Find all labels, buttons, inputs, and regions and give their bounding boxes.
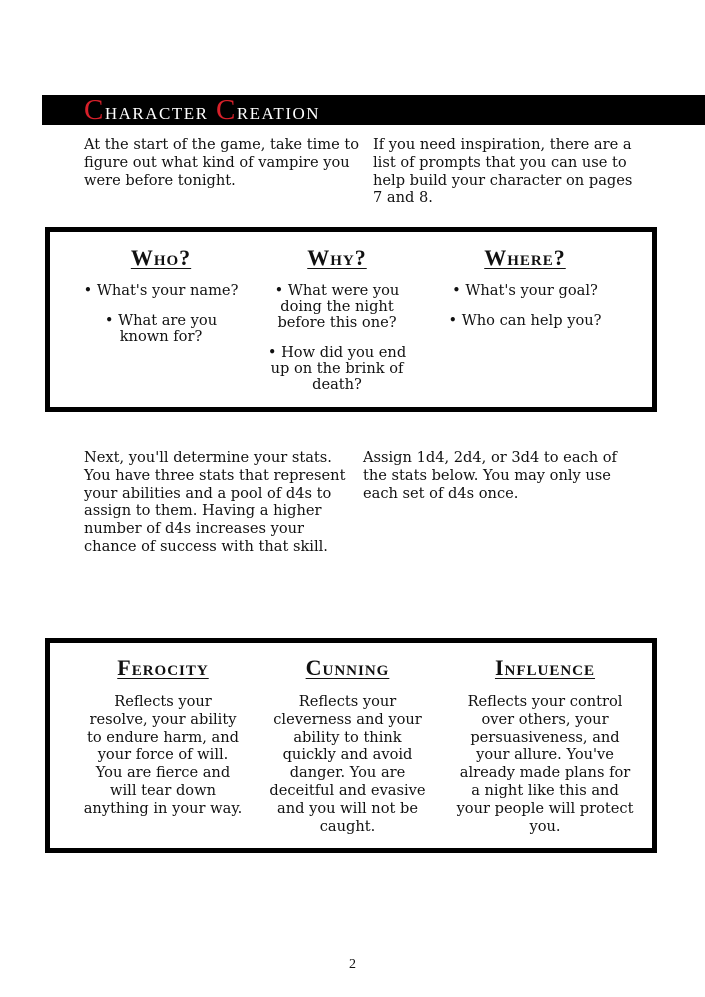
- stat-column-ferocity: [83, 655, 243, 818]
- stats-intro-left-paragraph: Next, you'll determine your stats. You have three stats that represent your abilities and a pool of d4s to assign to them. Having a higher number of d4s increases your chance of success with that skill.: [84, 449, 346, 555]
- stat-description-ferocity: Reflects your resolve, your ability to endure harm, and your force of will. You are fierce and will tear down anything in your way.: [83, 693, 243, 817]
- prompt-title-who: Who?: [130, 245, 192, 270]
- section-header-bar: [42, 95, 705, 125]
- prompt-column-who: [81, 245, 241, 359]
- stats-box: [45, 638, 657, 853]
- intro-left-paragraph: At the start of the game, take time to figure out what kind of vampire you were before tonight.: [84, 136, 360, 189]
- title-initial-c: C: [84, 94, 105, 126]
- prompt-item: • What's your name?: [81, 283, 241, 299]
- prompt-column-where: [440, 245, 610, 343]
- stat-title-ferocity: Ferocity: [117, 655, 209, 680]
- prompt-title-why: Why?: [307, 245, 367, 270]
- title-initial-c-2: C: [215, 94, 237, 126]
- stat-description-cunning: Reflects your cleverness and your ability to think quickly and avoid danger. You are deceitful and evasive and you will not be caught.: [269, 693, 426, 835]
- title-word-1: haracter: [104, 99, 216, 125]
- prompt-list-why: [262, 283, 412, 393]
- prompt-item: • What were you doing the night before this one?: [262, 283, 412, 331]
- stat-column-influence: [455, 655, 635, 835]
- page-number: 2: [349, 957, 356, 972]
- prompt-item: • Who can help you?: [440, 313, 610, 329]
- stat-description-influence: Reflects your control over others, your persuasiveness, and your allure. You've already made plans for a night like this and your people will protect you.: [456, 693, 634, 835]
- section-title: [84, 95, 320, 125]
- prompt-item: • How did you end up on the brink of death?: [262, 345, 412, 393]
- title-word-2: reation: [236, 99, 321, 125]
- prompt-list-who: [81, 283, 241, 345]
- prompt-list-where: [440, 283, 610, 329]
- stat-title-cunning: Cunning: [305, 655, 390, 680]
- stats-intro-right-paragraph: Assign 1d4, 2d4, or 3d4 to each of the stats below. You may only use each set of d4s once.: [363, 449, 617, 502]
- prompt-item: • What are you known for?: [81, 313, 241, 345]
- prompt-column-why: [262, 245, 412, 407]
- stat-title-influence: Influence: [494, 655, 596, 680]
- prompt-item: • What's your goal?: [440, 283, 610, 299]
- stat-column-cunning: [265, 655, 430, 835]
- prompts-box: [45, 227, 657, 412]
- intro-right-paragraph: If you need inspiration, there are a list of prompts that you can use to help build your character on pages 7 and 8.: [373, 136, 633, 207]
- prompt-title-where: Where?: [484, 245, 566, 270]
